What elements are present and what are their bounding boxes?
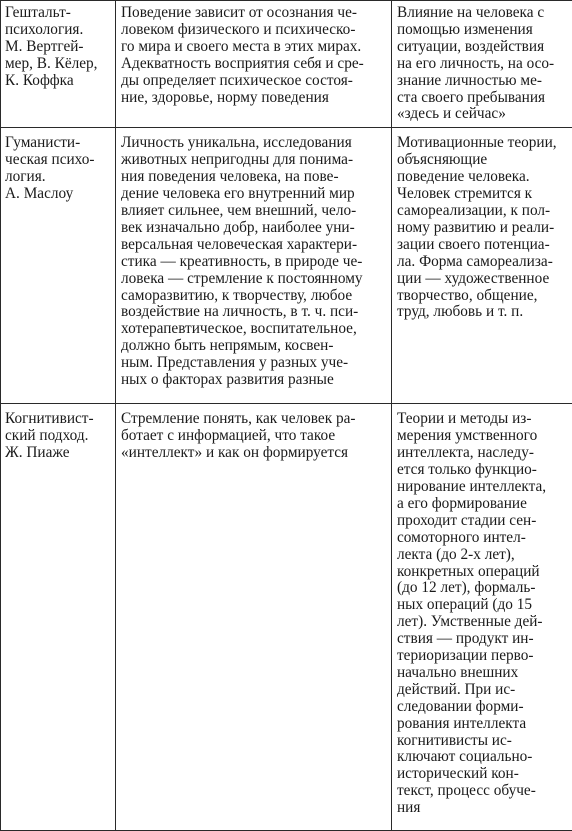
cell-text-line: ному развитию и реали-	[397, 220, 567, 237]
cell-text-line: лекта (до 2-х лет),	[397, 547, 567, 564]
cell-text-line: мерения умственного	[397, 428, 567, 445]
cell-text-line: ния	[397, 800, 567, 817]
influence-cell	[392, 128, 572, 404]
cell-text-line: ла. Форма самореализа-	[397, 254, 567, 271]
cell-text-line: ных операций (до 15	[397, 597, 567, 614]
cell-text-line: Мотивационные теории,	[397, 135, 567, 152]
approach-cell	[1, 1, 116, 128]
cell-text-line: (до 12 лет), формаль-	[397, 580, 567, 597]
cell-text-line: следовании форми-	[397, 699, 567, 716]
cell-text-line: лет). Умственные дей-	[397, 614, 567, 631]
cell-text-line: стика — креативность, в природе че-	[121, 254, 386, 271]
cell-text-line: ловека — стремление к постоянному	[121, 271, 386, 288]
cell-text-line: ситуации, воздействия	[397, 39, 567, 56]
cell-text-line: ловеком физического и психическо-	[121, 22, 386, 39]
cell-text-line: М. Вертгей-	[5, 39, 110, 56]
table-row	[1, 128, 572, 404]
cell-text-line: ческая психо-	[5, 152, 110, 169]
cell-text-line: нирование интеллекта,	[397, 479, 567, 496]
cell-text-line: психология.	[5, 22, 110, 39]
cell-text-line: ста своего пребывания	[397, 90, 567, 107]
cell-text-line: исторический кон-	[397, 766, 567, 783]
influence-cell	[392, 404, 572, 831]
cell-text-line: Когнитивист-	[5, 411, 110, 428]
cell-text-line: ние, здоровье, норму поведения	[121, 90, 386, 107]
cell-text-line: ных о факторах развития разные	[121, 372, 386, 389]
cell-text-line: ключают социально-	[397, 749, 567, 766]
cell-text-line: сомоторного интел-	[397, 530, 567, 547]
cell-text-line: ния поведения человека, на пове-	[121, 169, 386, 186]
cell-text-line: текст, процесс обуче-	[397, 783, 567, 800]
cell-text-line: знание личностью ме-	[397, 73, 567, 90]
cell-text-line: Ж. Пиаже	[5, 445, 110, 462]
cell-text-line: «здесь и сейчас»	[397, 106, 567, 123]
cell-text-line: проходит стадии сен-	[397, 513, 567, 530]
cell-text-line: творчество, общение,	[397, 288, 567, 305]
approach-cell	[1, 404, 116, 831]
cell-text-line: А. Маслоу	[5, 186, 110, 203]
cell-text-line: объясняющие	[397, 152, 567, 169]
cell-text-line: ным. Представления у разных уче-	[121, 355, 386, 372]
approach-cell	[1, 128, 116, 404]
cell-text-line: хотерапевтическое, воспитательное,	[121, 321, 386, 338]
cell-text-line: дение человека его внутренний мир	[121, 186, 386, 203]
cell-text-line: рования интеллекта	[397, 716, 567, 733]
cell-text-line: Адекватность восприятия себя и сре-	[121, 56, 386, 73]
cell-text-line: ский подход.	[5, 428, 110, 445]
cell-text-line: ствия — продукт ин-	[397, 631, 567, 648]
cell-text-line: Гуманисти-	[5, 135, 110, 152]
cell-text-line: животных непригодны для понима-	[121, 152, 386, 169]
cell-text-line: действий. При ис-	[397, 682, 567, 699]
cell-text-line: версальная человеческая характери-	[121, 237, 386, 254]
cell-text-line: Теории и методы из-	[397, 411, 567, 428]
cell-text-line: Поведение зависит от осознания че-	[121, 5, 386, 22]
cell-text-line: Личность уникальна, исследования	[121, 135, 386, 152]
cell-text-line: когнитивисты ис-	[397, 733, 567, 750]
content-cell	[116, 404, 392, 831]
cell-text-line: саморазвитию, к творчеству, любое	[121, 288, 386, 305]
cell-text-line: Влияние на человека с	[397, 5, 567, 22]
cell-text-line: конкретных операций	[397, 564, 567, 581]
influence-cell	[392, 1, 572, 128]
cell-text-line: зации своего потенциа-	[397, 237, 567, 254]
cell-text-line: Стремление понять, как человек ра-	[121, 411, 386, 428]
cell-text-line: териоризации перво-	[397, 648, 567, 665]
content-cell	[116, 1, 392, 128]
cell-text-line: век изначально добр, наиболее уни-	[121, 220, 386, 237]
cell-text-line: мер, В. Кёлер,	[5, 56, 110, 73]
content-cell	[116, 128, 392, 404]
cell-text-line: ботает с информацией, что такое	[121, 428, 386, 445]
cell-text-line: помощью изменения	[397, 22, 567, 39]
cell-text-line: Человек стремится к	[397, 186, 567, 203]
cell-text-line: поведение человека.	[397, 169, 567, 186]
cell-text-line: го мира и своего места в этих мирах.	[121, 39, 386, 56]
cell-text-line: на его личность, на осо-	[397, 56, 567, 73]
cell-text-line: влияет сильнее, чем внешний, чело-	[121, 203, 386, 220]
cell-text-line: «интеллект» и как он формируется	[121, 445, 386, 462]
cell-text-line: К. Коффка	[5, 73, 110, 90]
cell-text-line: ется только функцио-	[397, 462, 567, 479]
cell-text-line: Гештальт-	[5, 5, 110, 22]
cell-text-line: воздействие на личность, в т. ч. пси-	[121, 304, 386, 321]
table-row	[1, 404, 572, 831]
cell-text-line: а его формирование	[397, 496, 567, 513]
cell-text-line: ции — художественное	[397, 271, 567, 288]
cell-text-line: ды определяет психическое состоя-	[121, 73, 386, 90]
cell-text-line: интеллекта, наследу-	[397, 445, 567, 462]
cell-text-line: труд, любовь и т. п.	[397, 304, 567, 321]
cell-text-line: начально внешних	[397, 665, 567, 682]
cell-text-line: должно быть непрямым, косвен-	[121, 338, 386, 355]
cell-text-line: логия.	[5, 169, 110, 186]
cell-text-line: самореализации, к пол-	[397, 203, 567, 220]
table-row	[1, 1, 572, 128]
